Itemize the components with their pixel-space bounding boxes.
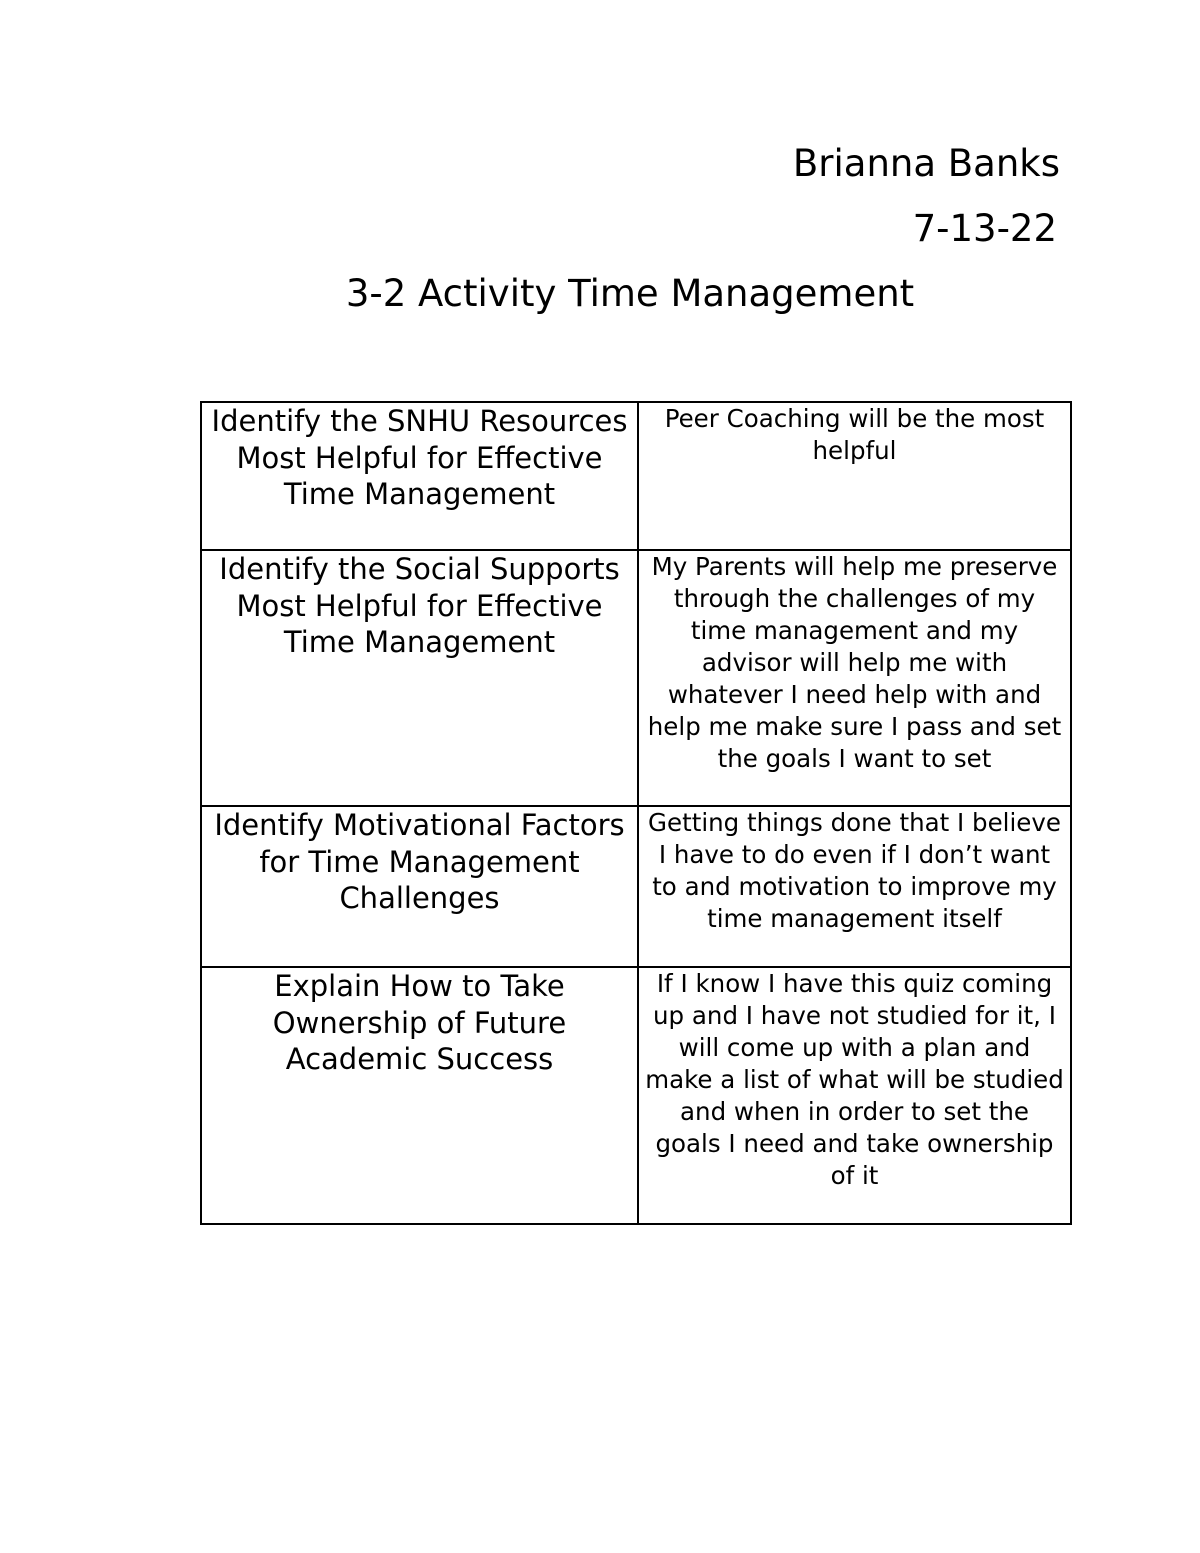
prompt-cell: Identify Motivational Factors for Time Management Challenges — [201, 806, 638, 967]
prompt-cell: Explain How to Take Ownership of Future Academic Success — [201, 967, 638, 1224]
document-title: 3-2 Activity Time Management — [345, 272, 915, 315]
table-row — [201, 806, 1071, 967]
answer-cell: If I know I have this quiz coming up and I have not studied for it, I will come up with a plan and make a list of what will be studied and when in order to set the goals I need and take ownership of it — [638, 967, 1071, 1224]
table-row — [201, 967, 1071, 1224]
answer-cell: Peer Coaching will be the most helpful — [638, 402, 1071, 550]
table-row — [201, 402, 1071, 550]
table-row — [201, 550, 1071, 806]
prompt-cell: Identify the SNHU Resources Most Helpful for Effective Time Management — [201, 402, 638, 550]
answer-cell: Getting things done that I believe I have to do even if I don’t want to and motivation to improve my time management itself — [638, 806, 1071, 967]
time-management-table — [200, 401, 1072, 1225]
answer-cell: My Parents will help me preserve through the challenges of my time management and my advisor will help me with whatever I need help with and help me make sure I pass and set the goals I want to set — [638, 550, 1071, 806]
prompt-cell: Identify the Social Supports Most Helpful for Effective Time Management — [201, 550, 638, 806]
author-name: Brianna Banks — [792, 142, 1060, 185]
document-date: 7-13-22 — [912, 207, 1057, 250]
